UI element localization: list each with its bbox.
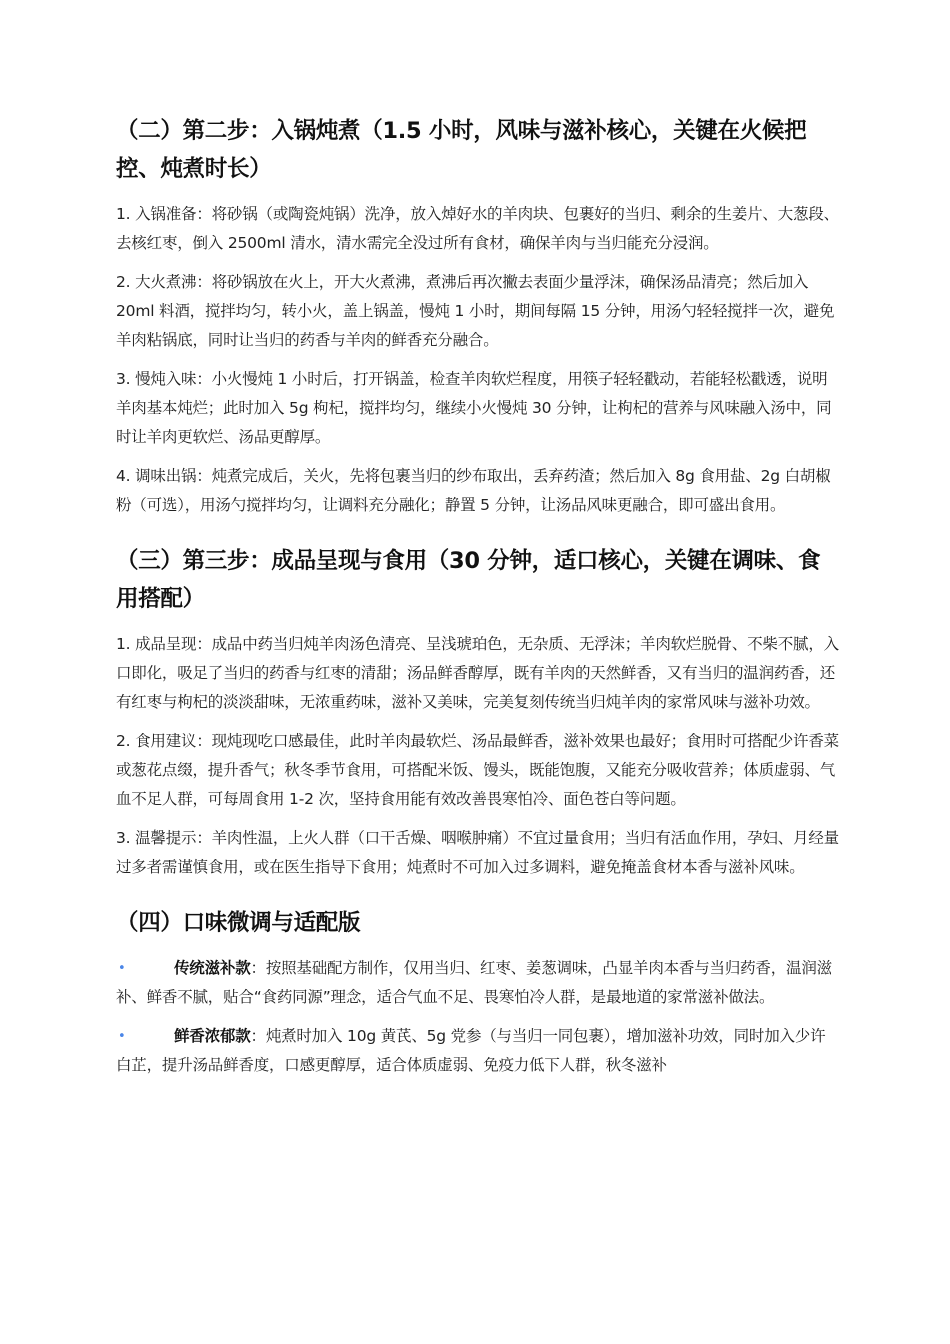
variant-item-rich <box>116 1022 840 1080</box>
step3-paragraph-3: 3. 温馨提示：羊肉性温，上火人群（口干舌燥、咽喉肿痛）不宜过量食用；当归有活血作用，孕妇、月经量过多者需谨慎食用，或在医生指导下食用；炖煮时不可加入过多调料，避免掩盖食材本香与滋补风味。 <box>116 829 839 876</box>
section-heading-step3: （三）第三步：成品呈现与食用（30 分钟，适口核心，关键在调味、食用搭配） <box>116 548 821 612</box>
variant-item-traditional <box>116 954 840 1012</box>
section-heading-variants: （四）口味微调与适配版 <box>116 910 361 936</box>
step3-paragraph-2: 2. 食用建议：现炖现吃口感最佳，此时羊肉最软烂、汤品最鲜香，滋补效果也最好；食用时可搭配少许香菜或葱花点缀，提升香气；秋冬季节食用，可搭配米饭、馒头，既能饱腹，又能充分吸收营养；体质虚弱、气血不足人群，可每周食用 1-2 次，坚持食用能有效改善畏寒怕冷、面色苍白等问题。 <box>116 732 839 808</box>
bullet-icon: • <box>118 961 126 976</box>
step2-paragraph-4: 4. 调味出锅：炖煮完成后，关火，先将包裹当归的纱布取出，丢弃药渣；然后加入 8g 食用盐、2g 白胡椒粉（可选），用汤勺搅拌均匀，让调料充分融化；静置 5 分钟，让汤品风味更融合，即可盛出食用。 <box>116 467 831 514</box>
variant-text: ：炖煮时加入 10g 黄芪、5g 党参（与当归一同包裹），增加滋补功效，同时加入少许白芷，提升汤品鲜香度，口感更醇厚，适合体质虚弱、免疫力低下人群，秋冬滋补 <box>116 1027 826 1074</box>
step2-paragraph-1: 1. 入锅准备：将砂锅（或陶瓷炖锅）洗净，放入焯好水的羊肉块、包裹好的当归、剩余的生姜片、大葱段、去核红枣，倒入 2500ml 清水，清水需完全没过所有食材，确保羊肉与当归能充分浸润。 <box>116 205 839 252</box>
step2-paragraph-3: 3. 慢炖入味：小火慢炖 1 小时后，打开锅盖，检查羊肉软烂程度，用筷子轻轻戳动，若能轻松戳透，说明羊肉基本炖烂；此时加入 5g 枸杞，搅拌均匀，继续小火慢炖 30 分钟，让枸杞的营养与风味融入汤中，同时让羊肉更软烂、汤品更醇厚。 <box>116 370 832 446</box>
step3-paragraph-1: 1. 成品呈现：成品中药当归炖羊肉汤色清亮、呈浅琥珀色，无杂质、无浮沫；羊肉软烂脱骨、不柴不腻，入口即化，吸足了当归的药香与红枣的清甜；汤品鲜香醇厚，既有羊肉的天然鲜香，又有当归的温润药香，还有红枣与枸杞的淡淡甜味，无浓重药味，滋补又美味，完美复刻传统当归炖羊肉的家常风味与滋补功效。 <box>116 635 839 711</box>
section-heading-step2: （二）第二步：入锅炖煮（1.5 小时，风味与滋补核心，关键在火候把控、炖煮时长） <box>116 118 807 182</box>
bullet-icon: • <box>118 1029 126 1044</box>
step2-paragraph-2: 2. 大火煮沸：将砂锅放在火上，开大火煮沸，煮沸后再次撇去表面少量浮沫，确保汤品清亮；然后加入 20ml 料酒，搅拌均匀，转小火，盖上锅盖，慢炖 1 小时，期间每隔 15 分钟，用汤勺轻轻搅拌一次，避免羊肉粘锅底，同时让当归的药香与羊肉的鲜香充分融合。 <box>116 273 835 349</box>
variant-title: 鲜香浓郁款 <box>174 1027 251 1045</box>
variant-title: 传统滋补款 <box>174 959 251 977</box>
variant-text: ：按照基础配方制作，仅用当归、红枣、姜葱调味，凸显羊肉本香与当归药香，温润滋补、鲜香不腻，贴合“食药同源”理念，适合气血不足、畏寒怕冷人群，是最地道的家常滋补做法。 <box>116 959 832 1006</box>
